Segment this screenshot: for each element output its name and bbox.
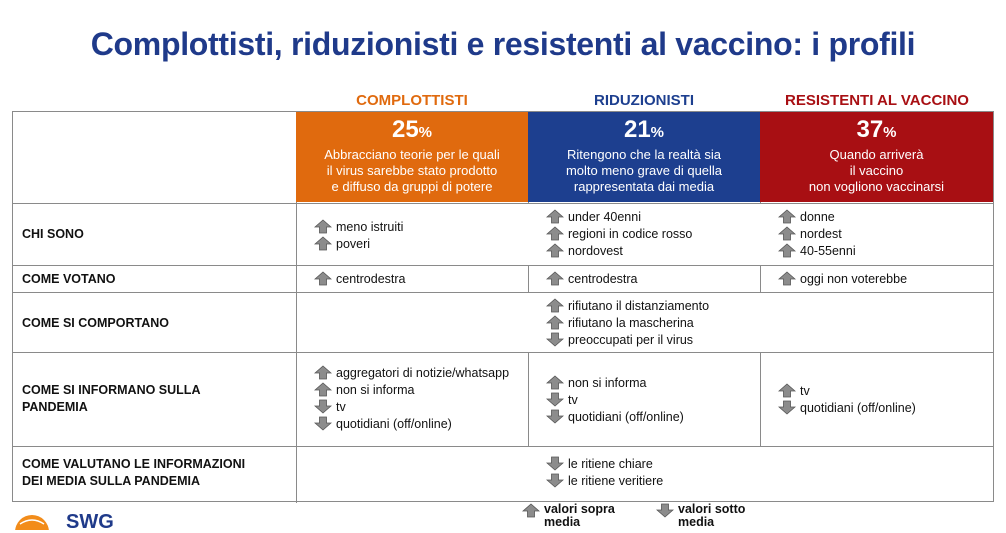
list-item bbox=[546, 472, 663, 489]
complottisti-summary-box: 25% Abbracciano teorie per le quali il virus sarebbe stato prodotto e diffuso da gruppi di potere bbox=[296, 112, 528, 202]
list-item-text: tv bbox=[568, 392, 578, 407]
list-item-text: meno istruiti bbox=[336, 219, 404, 234]
list-item bbox=[314, 415, 509, 432]
list-item bbox=[546, 208, 692, 225]
list-item bbox=[546, 270, 637, 287]
list-item bbox=[314, 381, 509, 398]
list-item bbox=[314, 398, 509, 415]
cell-chi-sono-resistenti bbox=[778, 208, 856, 259]
riduzionisti-percentage: 21 bbox=[623, 116, 651, 143]
column-header-complottisti: COMPLOTTISTI bbox=[356, 92, 468, 109]
list-item-text: poveri bbox=[336, 236, 371, 251]
arrow-down-icon bbox=[314, 399, 332, 414]
swg-logo: SWG bbox=[14, 514, 114, 530]
resistenti-percentage: 37 bbox=[856, 116, 884, 143]
arrow-up-icon bbox=[314, 382, 332, 397]
riduzionisti-description: Ritengono che la realtà sia molto meno grave di quella rappresentata dai media bbox=[565, 147, 723, 194]
cell-come-votano-resistenti bbox=[778, 270, 907, 287]
arrow-up-icon bbox=[778, 383, 796, 398]
row-divider bbox=[13, 446, 993, 447]
list-item bbox=[314, 270, 405, 287]
list-item bbox=[546, 374, 684, 391]
list-item-text: nordest bbox=[800, 226, 842, 241]
list-item-text: oggi non voterebbe bbox=[800, 271, 908, 286]
cell-come-valutano-riduzionisti bbox=[546, 455, 663, 489]
column-divider bbox=[760, 352, 761, 446]
list-item bbox=[314, 235, 403, 252]
arrow-up-icon bbox=[546, 271, 564, 286]
complottisti-percentage: 25 bbox=[391, 116, 419, 143]
arrow-up-icon bbox=[546, 243, 564, 258]
list-item-text: non si informa bbox=[568, 375, 647, 390]
row-label-come-valutano: COME VALUTANO LE INFORMAZIONI DEI MEDIA SULLA PANDEMIA bbox=[22, 457, 246, 488]
list-item-text: le ritiene veritiere bbox=[568, 473, 664, 488]
row-divider bbox=[13, 203, 993, 204]
arrow-up-icon bbox=[778, 243, 796, 258]
resistenti-summary-box: 37% Quando arriverà il vaccino non vogliono vaccinarsi bbox=[760, 112, 993, 202]
arrow-down-icon bbox=[546, 456, 564, 471]
arrow-up-icon bbox=[778, 271, 796, 286]
list-item bbox=[778, 208, 856, 225]
list-item-text: le ritiene chiare bbox=[568, 456, 653, 471]
row-divider bbox=[13, 265, 993, 266]
list-item-text: quotidiani (off/online) bbox=[336, 416, 452, 431]
arrow-down-icon bbox=[546, 392, 564, 407]
cell-come-si-informano-resistenti bbox=[778, 382, 916, 416]
legend-above-average: valori sopra media bbox=[522, 503, 615, 529]
arrow-up-icon bbox=[546, 209, 564, 224]
column-divider bbox=[760, 265, 761, 292]
row-divider bbox=[13, 292, 993, 293]
complottisti-description: Abbracciano teorie per le quali il virus sarebbe stato prodotto e diffuso da gruppi di potere bbox=[324, 147, 500, 194]
list-item bbox=[546, 225, 692, 242]
swg-logo-icon bbox=[14, 514, 50, 530]
cell-come-votano-complottisti bbox=[314, 270, 405, 287]
list-item-text: tv bbox=[800, 383, 810, 398]
list-item bbox=[546, 408, 684, 425]
row-label-chi-sono: CHI SONO bbox=[22, 227, 84, 241]
arrow-up-icon bbox=[546, 375, 564, 390]
list-item-text: regioni in codice rosso bbox=[568, 226, 693, 241]
row-divider bbox=[13, 352, 993, 353]
resistenti-description: Quando arriverà il vaccino non vogliono vaccinarsi bbox=[808, 147, 945, 194]
arrow-down-icon bbox=[778, 400, 796, 415]
list-item bbox=[546, 455, 663, 472]
arrow-down-icon bbox=[656, 503, 674, 518]
list-item-text: non si informa bbox=[336, 382, 415, 397]
list-item bbox=[778, 382, 916, 399]
list-item bbox=[778, 242, 856, 259]
arrow-up-icon bbox=[314, 236, 332, 251]
list-item-text: rifiutano la mascherina bbox=[568, 315, 694, 330]
cell-come-si-informano-riduzionisti bbox=[546, 374, 684, 425]
arrow-down-icon bbox=[546, 332, 564, 347]
arrow-down-icon bbox=[546, 409, 564, 424]
list-item-text: tv bbox=[336, 399, 346, 414]
page-title: Complottisti, riduzionisti e resistenti al vaccino: i profili bbox=[90, 26, 916, 62]
cell-come-si-informano-complottisti bbox=[314, 364, 509, 432]
list-item bbox=[778, 270, 907, 287]
arrow-down-icon bbox=[546, 473, 564, 488]
list-item bbox=[314, 218, 403, 235]
list-item bbox=[546, 297, 709, 314]
list-item-text: donne bbox=[800, 209, 835, 224]
column-header-resistenti: RESISTENTI AL VACCINO bbox=[785, 92, 969, 109]
column-divider bbox=[528, 265, 529, 292]
row-label-come-si-comportano: COME SI COMPORTANO bbox=[22, 316, 169, 330]
list-item bbox=[778, 225, 856, 242]
list-item-text: rifiutano il distanziamento bbox=[568, 298, 710, 313]
arrow-up-icon bbox=[546, 315, 564, 330]
cell-chi-sono-riduzionisti bbox=[546, 208, 692, 259]
list-item-text: under 40enni bbox=[568, 209, 641, 224]
list-item bbox=[546, 314, 709, 331]
column-header-riduzionisti: RIDUZIONISTI bbox=[594, 92, 694, 109]
arrow-up-icon bbox=[778, 209, 796, 224]
list-item bbox=[314, 364, 509, 381]
arrow-up-icon bbox=[314, 219, 332, 234]
legend-below-average: valori sotto media bbox=[656, 503, 745, 529]
list-item-text: quotidiani (off/online) bbox=[568, 409, 684, 424]
cell-come-votano-riduzionisti bbox=[546, 270, 637, 287]
list-item bbox=[546, 242, 692, 259]
list-item bbox=[546, 391, 684, 408]
list-item-text: nordovest bbox=[568, 243, 623, 258]
list-item bbox=[546, 331, 709, 348]
arrow-up-icon bbox=[546, 226, 564, 241]
arrow-up-icon bbox=[778, 226, 796, 241]
row-label-come-votano: COME VOTANO bbox=[22, 272, 116, 286]
list-item bbox=[778, 399, 916, 416]
row-label-come-si-informano: COME SI INFORMANO SULLA PANDEMIA bbox=[22, 383, 201, 414]
list-item-text: centrodestra bbox=[568, 271, 638, 286]
arrow-up-icon bbox=[314, 365, 332, 380]
list-item-text: aggregatori di notizie/whatsapp bbox=[336, 365, 510, 380]
arrow-up-icon bbox=[546, 298, 564, 313]
list-item-text: quotidiani (off/online) bbox=[800, 400, 916, 415]
arrow-down-icon bbox=[314, 416, 332, 431]
cell-come-si-comportano-riduzionisti bbox=[546, 297, 709, 348]
column-divider bbox=[528, 352, 529, 446]
arrow-up-icon bbox=[522, 503, 540, 518]
list-item-text: preoccupati per il virus bbox=[568, 332, 694, 347]
list-item-text: 40-55enni bbox=[800, 243, 856, 258]
arrow-up-icon bbox=[314, 271, 332, 286]
riduzionisti-summary-box: 21% Ritengono che la realtà sia molto meno grave di quella rappresentata dai media bbox=[528, 112, 760, 202]
list-item-text: centrodestra bbox=[336, 271, 406, 286]
cell-chi-sono-complottisti bbox=[314, 218, 403, 252]
